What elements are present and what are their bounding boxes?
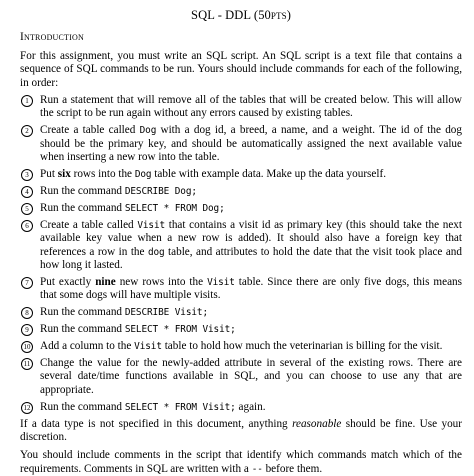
text-run: table with example data. Make up the data yourself. bbox=[151, 168, 386, 181]
code-snippet: Visit bbox=[134, 341, 162, 353]
title-points: 50pts bbox=[258, 8, 287, 22]
requirement-item bbox=[20, 94, 462, 121]
text-run: Put exactly bbox=[40, 275, 96, 288]
step-number-badge: 11 bbox=[21, 358, 33, 370]
data-type-note bbox=[20, 418, 462, 445]
text-run: Run a statement that will remove all of the tables that will be created below. This will allow the script to be run again without any errors caused by existing tables. bbox=[40, 94, 462, 120]
text-run: table. Since there are only five dogs, this means that some dogs will have multiple visits. bbox=[40, 275, 462, 302]
code-snippet: DESCRIBE Dog; bbox=[124, 185, 197, 197]
requirement-item bbox=[20, 401, 462, 414]
text-run: again. bbox=[235, 400, 266, 413]
step-number-badge: 12 bbox=[21, 402, 33, 414]
requirement-item bbox=[20, 357, 462, 397]
requirement-item bbox=[20, 276, 462, 303]
text-run: Run the command bbox=[40, 400, 125, 413]
code-snippet: SELECT * FROM Visit; bbox=[124, 324, 236, 336]
code-snippet: -- bbox=[251, 463, 263, 475]
text-run: before them. bbox=[262, 462, 323, 475]
title-main: SQL - DDL ( bbox=[191, 8, 259, 22]
requirement-item bbox=[20, 185, 462, 198]
requirement-item bbox=[20, 340, 462, 353]
step-number-badge: 3 bbox=[21, 169, 33, 181]
text-run: You should include comments in the script that identify which commands match which of the requirements. Comments in SQL are written with a bbox=[20, 449, 462, 475]
text-run: that contains a visit id as primary key (this should take the next available key value when a new row is added). It should also have a foreign key that references a row in the bbox=[40, 218, 462, 258]
text-run: table to hold how much the veterinarian is billing for the visit. bbox=[161, 340, 443, 353]
text-run: Run the command bbox=[40, 323, 125, 336]
requirement-text bbox=[40, 219, 462, 271]
requirement-text bbox=[40, 202, 225, 214]
step-number-badge: 1 bbox=[21, 95, 33, 107]
requirement-item bbox=[20, 306, 462, 319]
intro-paragraph: For this assignment, you must write an SQL script. An SQL script is a text file that contains a sequence of SQL commands to be run. Yours should include commands for each of the following, in order: bbox=[20, 49, 462, 89]
step-number-badge: 6 bbox=[21, 220, 33, 232]
step-number-badge: 5 bbox=[21, 203, 33, 215]
requirement-text bbox=[40, 124, 462, 163]
text-run: Run the command bbox=[40, 184, 125, 197]
step-number-badge: 9 bbox=[21, 324, 33, 336]
requirement-item bbox=[20, 202, 462, 215]
code-snippet: Visit bbox=[207, 276, 235, 288]
text-run: Add a column to the bbox=[40, 340, 135, 353]
text-run: If a data type is not specified in this document, anything bbox=[20, 417, 293, 430]
text-run: Run the command bbox=[40, 306, 125, 319]
bold-term: nine bbox=[95, 275, 116, 288]
requirement-text bbox=[40, 276, 462, 301]
requirement-item bbox=[20, 323, 462, 336]
code-snippet: Visit bbox=[137, 219, 166, 231]
step-number-badge: 7 bbox=[21, 277, 33, 289]
step-number-badge: 10 bbox=[21, 341, 33, 353]
text-run: Change the value for the newly-added attribute in several of the existing rows. There are several date/time functions available in SQL, and you can choose to use any that are appropriate. bbox=[40, 356, 462, 396]
requirement-item bbox=[20, 124, 462, 164]
code-snippet: Dog bbox=[134, 169, 152, 181]
code-snippet: Dog bbox=[139, 125, 157, 137]
requirement-item bbox=[20, 219, 462, 273]
requirement-text bbox=[40, 185, 197, 197]
text-run: Run the command bbox=[40, 201, 125, 214]
requirement-text bbox=[40, 340, 442, 352]
step-number-badge: 4 bbox=[21, 186, 33, 198]
requirement-text bbox=[40, 323, 236, 335]
text-run: Put bbox=[40, 168, 58, 181]
step-number-badge: 8 bbox=[21, 307, 33, 319]
text-run: table, and attributes to hold the date that the visit took place and how long it lasted. bbox=[40, 245, 462, 271]
requirement-text bbox=[40, 94, 462, 119]
requirement-text bbox=[40, 357, 462, 396]
requirement-text bbox=[40, 168, 386, 180]
title-close: ) bbox=[286, 8, 291, 22]
code-snippet: SELECT * FROM Visit; bbox=[124, 401, 236, 413]
section-heading: Introduction bbox=[20, 31, 84, 44]
code-snippet: DESCRIBE Visit; bbox=[124, 307, 208, 319]
requirement-item bbox=[20, 168, 462, 181]
text-run: new rows into the bbox=[115, 275, 208, 288]
requirements-list bbox=[20, 94, 462, 414]
requirement-text bbox=[40, 401, 266, 413]
text-run: should be fine. Use your discretion. bbox=[20, 417, 462, 443]
page-title bbox=[20, 9, 462, 22]
text-run: rows into the bbox=[70, 168, 135, 181]
italic-term: reasonable bbox=[292, 417, 342, 430]
code-snippet: dog bbox=[147, 246, 165, 258]
code-snippet: SELECT * FROM Dog; bbox=[124, 202, 225, 214]
requirement-text bbox=[40, 306, 208, 318]
comments-note bbox=[20, 449, 462, 476]
step-number-badge: 2 bbox=[21, 125, 33, 137]
text-run: Create a table called bbox=[40, 124, 140, 137]
text-run: with a dog id, a breed, a name, and a weight. The id of the dog should be the primary key, and should be automatically assigned the next available value when inserting a new row into the table. bbox=[40, 124, 462, 164]
bold-term: six bbox=[57, 168, 71, 181]
text-run: Create a table called bbox=[40, 218, 138, 231]
